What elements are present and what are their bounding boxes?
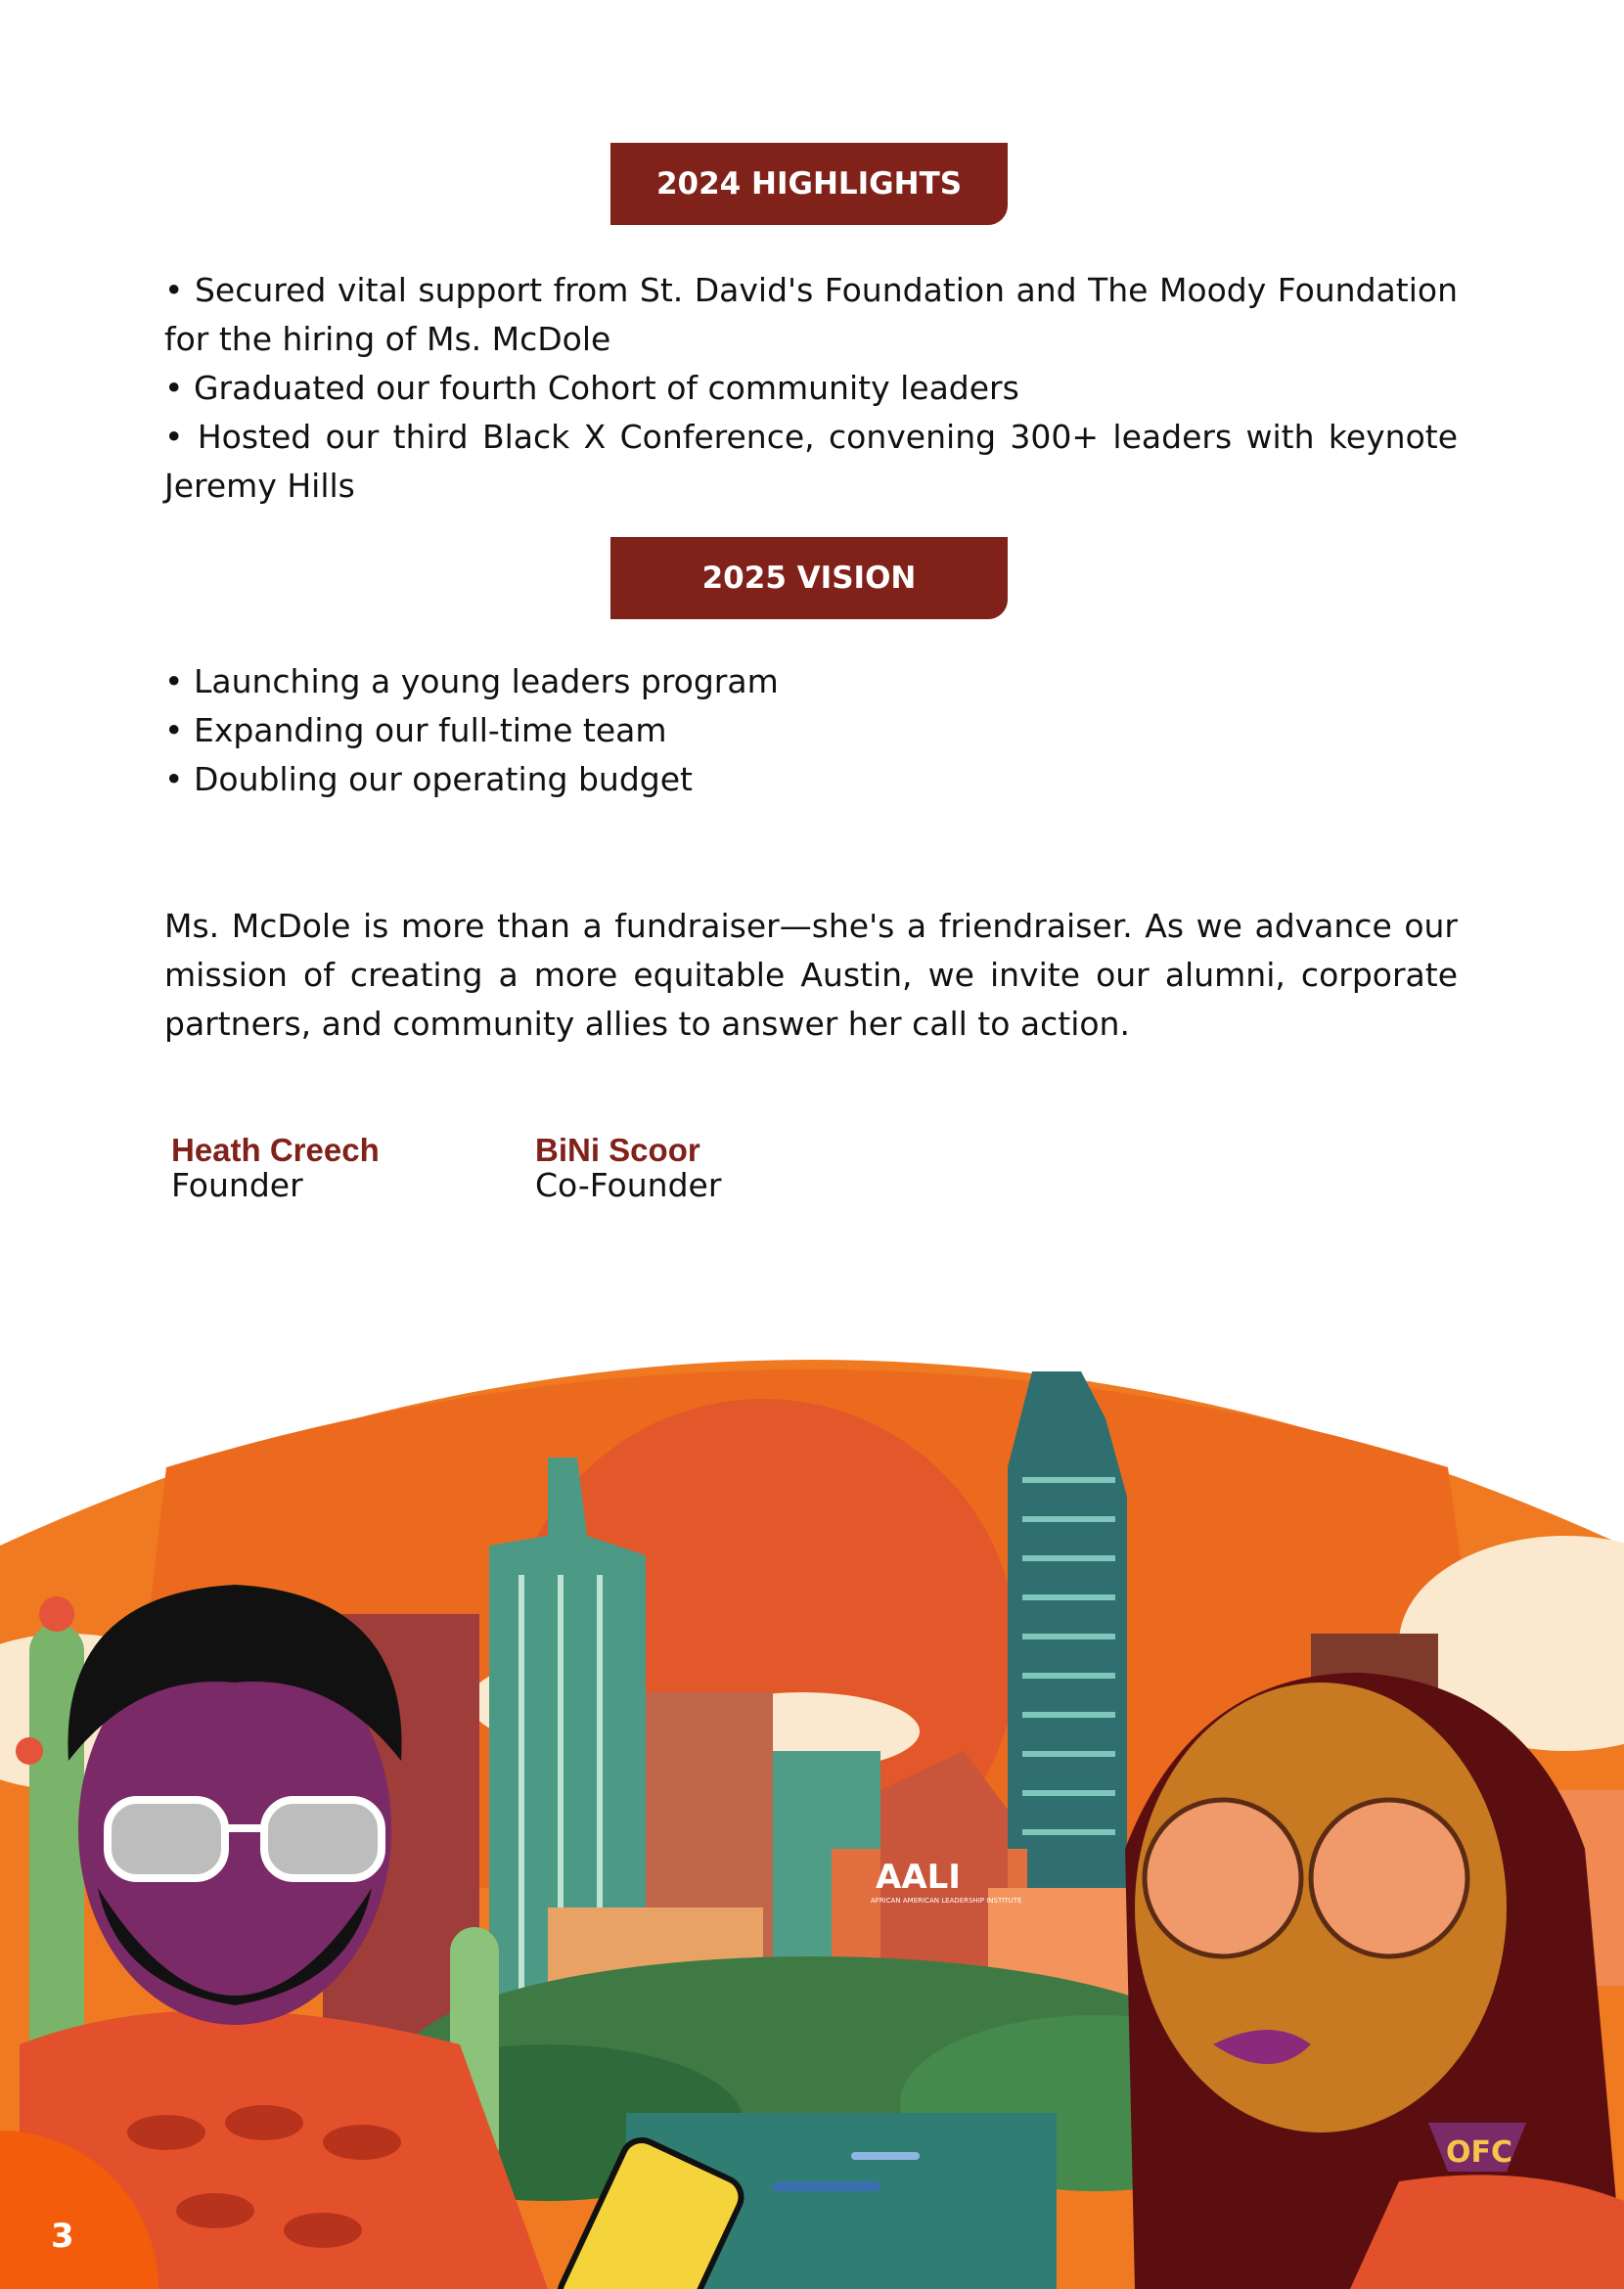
vision-heading-text: 2025 VISION xyxy=(701,561,917,596)
signature-cofounder xyxy=(535,1133,721,1203)
paddleboard xyxy=(773,2181,880,2191)
signature-role: Founder xyxy=(171,1166,303,1204)
highlights-heading xyxy=(610,143,1008,225)
vision-item: • Launching a young leaders program xyxy=(164,657,1458,706)
building-sign-sub: AFRICAN AMERICAN LEADERSHIP INSTITUTE xyxy=(871,1897,1022,1905)
highlights-list xyxy=(164,266,1458,511)
highlights-heading-text: 2024 HIGHLIGHTS xyxy=(655,166,963,202)
building-sign: AALI xyxy=(876,1858,961,1897)
signature-name: Heath Creech xyxy=(171,1132,380,1168)
earring-text: OFC xyxy=(1446,2135,1513,2170)
vision-item: • Expanding our full-time team xyxy=(164,706,1458,755)
cactus-flower xyxy=(39,1596,74,1632)
vision-heading xyxy=(610,537,1008,619)
signature-founder xyxy=(171,1133,380,1203)
highlight-item: • Graduated our fourth Cohort of community leaders xyxy=(164,364,1458,413)
highlight-item: • Secured vital support from St. David's Foundation and The Moody Foundation for the hiring of Ms. McDole xyxy=(164,266,1458,364)
cactus-flower xyxy=(16,1737,43,1765)
closing-paragraph: Ms. McDole is more than a fundraiser—she's a friendraiser. As we advance our mission of creating a more equitable Austin, we invite our alumni, corporate partners, and community allies to answer her call to action. xyxy=(164,907,1458,1043)
signature-name: BiNi Scoor xyxy=(535,1132,700,1168)
highlight-item: • Hosted our third Black X Conference, convening 300+ leaders with keynote Jeremy Hills xyxy=(164,413,1458,511)
austin-skyline-illustration xyxy=(0,1301,1624,2289)
vision-item: • Doubling our operating budget xyxy=(164,755,1458,804)
signature-role: Co-Founder xyxy=(535,1166,722,1204)
vision-list xyxy=(164,657,1458,804)
page-number: 3 xyxy=(51,2217,74,2256)
paddleboard xyxy=(851,2152,920,2160)
